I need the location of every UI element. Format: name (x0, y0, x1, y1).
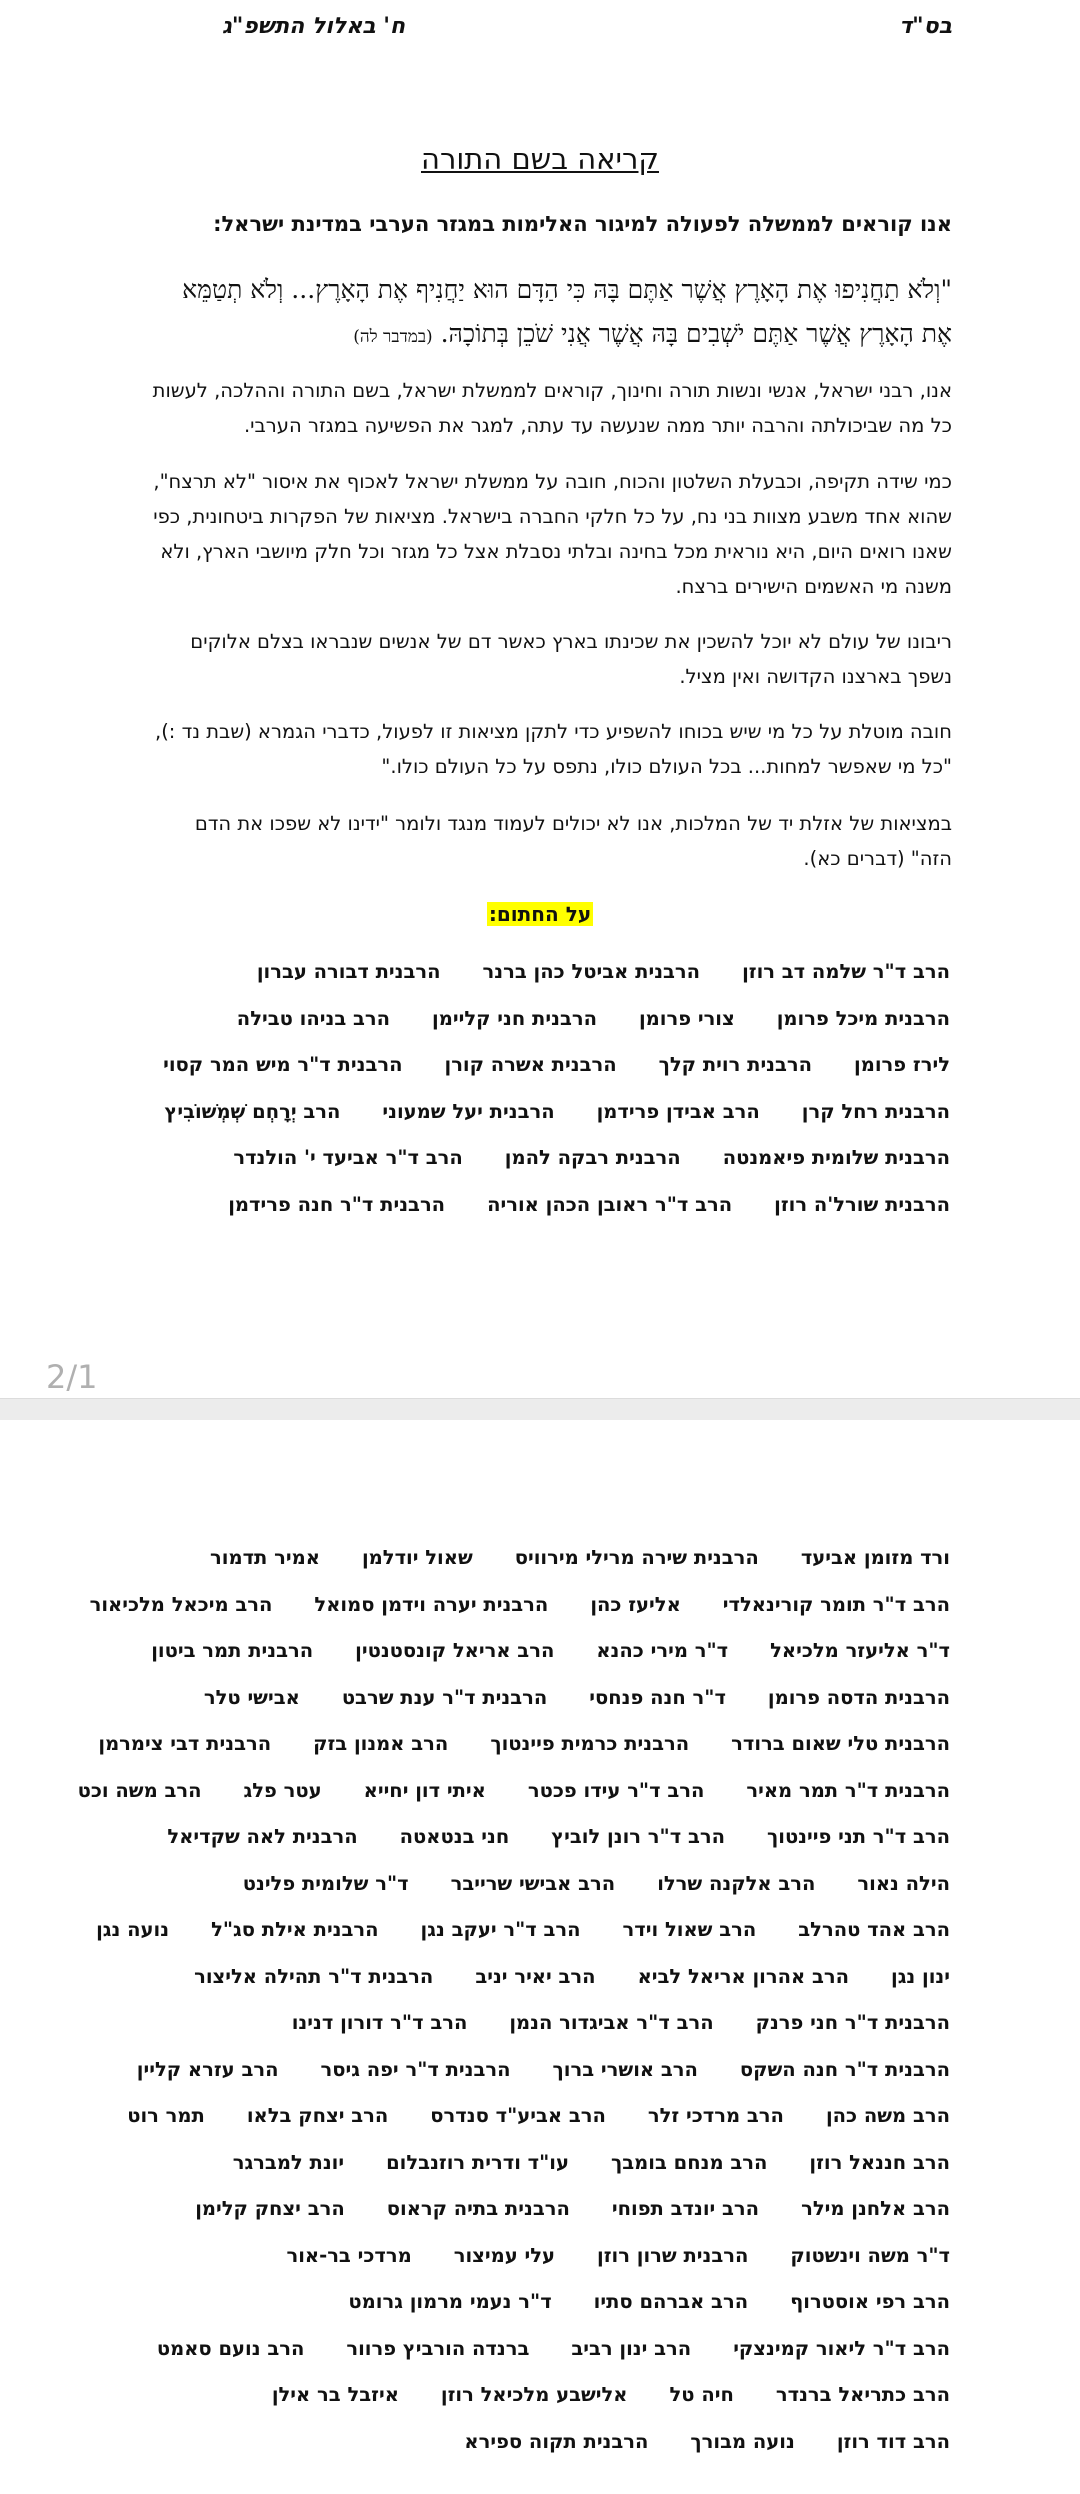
signer-name: הרב אושרי ברוך (552, 2057, 698, 2081)
signer-name: הרב ינון רביב (571, 2336, 692, 2360)
signer-name: מרדכי בר-אור (286, 2243, 412, 2267)
signer-name: הרבנית שורל'ה רוזן (774, 1192, 950, 1216)
signer-name: אבישי טלר (203, 1685, 300, 1709)
signer-name: הילה נאור (857, 1871, 950, 1895)
signer-name: הרב מיכאל מלכיאור (89, 1592, 273, 1616)
signer-name: הרב יְרָחְם שְׁמְשׁוֹבִיץ (164, 1099, 341, 1123)
signer-name: הרבנית ד"ר תמר מאיר (746, 1778, 950, 1802)
signer-name: צורי פרומן (638, 1006, 735, 1030)
signer-name: הרב ד"ר ליאור קמינצקי (733, 2336, 950, 2360)
signers-heading (0, 902, 1080, 926)
signers-row (130, 2383, 950, 2413)
signers-row (98, 1732, 950, 1762)
signer-name: איתי דון יחייא (363, 1778, 486, 1802)
signer-name: ד"ר אליעזר מלכיאל (770, 1639, 950, 1662)
signer-name: הרבנית יערה וידמן סמואל (314, 1592, 549, 1616)
signer-name: הרב ד"ר יעקב נגן (420, 1918, 581, 1941)
signer-name: חיה טל (669, 2383, 734, 2406)
signer-name: נועה מבורך (690, 2429, 795, 2453)
signers-row (130, 2197, 950, 2227)
signer-name: הרבנית רחל קרן (801, 1099, 950, 1123)
signer-name: הרב משה וכט (77, 1778, 202, 1802)
signer-name: הרבנית כרמית פיינטוך (490, 1732, 690, 1755)
signer-name: הרב אביע"ד סנדרס (430, 2104, 606, 2127)
signer-name: ד"ר נעמי מרמון גרומט (348, 2290, 552, 2313)
signers-row (130, 1546, 950, 1576)
signer-name: אליעז כהן (590, 1592, 681, 1616)
signer-name: הרב אבישי שרייבר (450, 1871, 616, 1895)
signer-name: הרב אריאל קונסטנטין (355, 1639, 555, 1662)
signer-name: הרב מרדכי זלר (647, 2104, 784, 2127)
signer-name: הרבנית מיכל פרומן (776, 1006, 950, 1030)
signer-name: הרב יצחק בלאו (246, 2104, 389, 2127)
signer-name: הרב מנחם בומבך (611, 2150, 768, 2174)
signer-name: הרב ד"ר תני פיינטוך (766, 1825, 950, 1848)
signer-name: הרבנית דבורה עברון (256, 960, 441, 983)
signers-row (130, 2430, 950, 2460)
bsd-header: בס"ד (899, 14, 952, 39)
signer-name: הרבנית בתיה קראוס (386, 2197, 570, 2220)
signer-name: הרב ד"ר תומר קורינאלדי (722, 1592, 950, 1616)
signer-name: איזבל בר אילן (271, 2383, 399, 2406)
signer-name: עו"ד ודרית רוזנבלום (386, 2150, 569, 2174)
signer-name: עטר פלג (243, 1778, 322, 1802)
paragraph: כמי שידה תקיפה, וכבעלת השלטון והכוח, חובה על ממשלת ישראל לאכוף את איסור "לא תרצח", שהוא אחד משבע מצוות בני נח, על כל חלקי החברה בישראל. מציאות של הפקרות ביטחונית, כפי שאנו רואים היום, היא נוראית מכל בחינה ובלתי נסבלת אצל כל מגזר וכל חלק מיושבי הארץ, ולא משנה מי האשמים הישירים ברצח. (153, 470, 952, 598)
signers-heading-text: על החתום: (488, 902, 592, 926)
paragraph: במציאות של אזלת יד של המלכות, אנו לא יכולים לעמוד מנגד ולומר "ידינו לא שפכו את הדם הזה" (דברים כא). (194, 812, 952, 870)
signer-name: אלישבע מלכיאל רוזן (440, 2383, 628, 2406)
signers-row (130, 1686, 950, 1716)
signer-name: תמר רוט (127, 2104, 205, 2127)
signer-name: הרבנית אביטל כהן ברנר (482, 960, 701, 983)
signer-name: הרב עזרא קליין (136, 2057, 279, 2081)
signer-name: לירז פרומן (854, 1053, 950, 1076)
document-subtitle: אנו קוראים לממשלה לפעולה למיגור האלימות במגזר הערבי במדינת ישראל: (213, 212, 952, 236)
signers-row (130, 2244, 950, 2274)
signer-name: הרבנית ד"ר חני פרנק (755, 2011, 950, 2034)
signers-row (130, 2337, 950, 2367)
signers-row (130, 2058, 950, 2088)
signer-name: הרב ד"ר ראובן הכהן אוריה (487, 1192, 733, 1216)
signer-name: הרבנית ד"ר יפה גיסר (320, 2057, 511, 2081)
signers-row (130, 1825, 950, 1855)
signers-row (130, 2011, 950, 2041)
signer-name: ד"ר חנה פנחסי (589, 1685, 726, 1709)
verse-text: "וְלֹא תַחֲנִיפוּ אֶת הָאָרֶץ אֲשֶׁר אַתֶּם בָּהּ כִּי הַדָּם הוּא יַחֲנִיף אֶת הָאָרֶץ... וְלֹא תְטַמֵּא אֶת הָאָרֶץ אֲשֶׁר אַתֶּם יֹשְׁבִים בָּהּ אֲשֶׁר אֲנִי שֹׁכֵן בְּתוֹכָהּ. (182, 275, 952, 348)
signer-name: הרב אברהם סתיו (593, 2290, 749, 2313)
verse-quote (150, 268, 952, 359)
signer-name: הרב יונדב תפוחי (611, 2197, 760, 2220)
signer-name: הרבנית דבי צימרמן (98, 1732, 272, 1755)
signer-name: חני בנטאטה (399, 1825, 510, 1848)
signer-name: הרב ד"ר אביגדור הנמן (509, 2011, 714, 2034)
document-title: קריאה בשם התורה (421, 142, 659, 176)
signers-row (89, 1592, 950, 1623)
signer-name: הרבנית אשרה קורן (444, 1053, 617, 1076)
signer-name: הרב ד"ר אביעד י' הולנדר (233, 1146, 463, 1169)
page-number: 2/1 (46, 1358, 98, 1396)
signer-name: הרב יצחק קלימן (195, 2197, 345, 2220)
date-header: ח' באלול התשפ"ג (222, 14, 406, 39)
signer-name: הרב ד"ר רונן לוביץ (551, 1825, 725, 1848)
signer-name: הרבנית תמר ביטון (151, 1639, 314, 1662)
signer-name: הרבנית תקוה ספירא (464, 2429, 649, 2453)
signer-name: שאול יודלמן (361, 1546, 473, 1569)
signer-name: יונת למברגר (232, 2150, 345, 2174)
signer-name: הרבנית אילת סג"ל (211, 1918, 379, 1941)
signer-name: הרב בניהו טבילה (236, 1006, 391, 1030)
signer-name: הרב חננאל רוזן (809, 2150, 950, 2174)
signer-name: הרב אלחנן מילר (801, 2197, 950, 2220)
signer-name: הרבנית ד"ר ענת שרבט (341, 1685, 548, 1709)
signer-name: הרבנית לאה שקדיאל (167, 1825, 358, 1848)
signers-row (130, 1965, 950, 1995)
signers-row (130, 1639, 950, 1669)
page-separator (0, 1398, 1080, 1421)
signer-name: הרבנית חני קליימן (432, 1006, 597, 1030)
signer-name: הרב שאול וידר (622, 1918, 757, 1941)
signer-name: הרב דוד רוזן (836, 2429, 950, 2453)
signer-name: הרב אלקנה שרלו (657, 1871, 816, 1895)
signer-name: הרב רפי אוסטרוף (790, 2290, 950, 2313)
paragraph: אנו, רבני ישראל, אנשי ונשות תורה וחינוך, קוראים לממשלת ישראל, בשם התורה וההלכה, לעשות כל מה שביכולתה והרבה יותר ממה שנעשה עד עתה, למגר את הפשיעה במגזר הערבי. (152, 379, 952, 437)
signer-name: הרבנית ד"ר חנה השקס (739, 2057, 950, 2081)
signer-name: הרב אהד טהרלב (798, 1918, 950, 1941)
signers-row (130, 1007, 950, 1037)
signer-name: הרב נועם סאמט (156, 2336, 305, 2360)
signer-name: הרבנית יעל שמעוני (382, 1099, 555, 1123)
signer-name: ורד מזומן אביעד (800, 1546, 950, 1569)
signer-name: הרבנית ד"ר חנה פרידמן (228, 1192, 446, 1216)
signer-name: הרב משה כהן (825, 2104, 950, 2127)
document-page-2 (0, 1420, 1080, 2494)
signer-name: הרבנית רבקה להמן (504, 1146, 681, 1169)
signers-row (127, 2104, 950, 2134)
signer-name: ברנדה הורביץ פרוור (346, 2336, 530, 2360)
signer-name: הרבנית ד"ר מיש המר קסוי (163, 1053, 403, 1076)
signer-name: הרבנית שירה מרילי מירוויס (514, 1546, 759, 1569)
signer-name: הרב ד"ר דורון דנינו (291, 2011, 468, 2034)
signer-name: אמיר תדמור (210, 1546, 320, 1569)
signer-name: הרבנית שרון רוזן (597, 2243, 749, 2267)
signers-row (130, 960, 950, 990)
signers-row (130, 2151, 950, 2181)
signer-name: הרב ד"ר שלמה דב רוזן (742, 960, 950, 983)
signer-name: הרבנית הדסה פרומן (767, 1685, 950, 1709)
signer-name: עלי עמיצור (453, 2243, 556, 2267)
signer-name: ד"ר שלומית פלינט (242, 1871, 409, 1895)
paragraph: ריבונו של עולם לא יוכל להשכין את שכינתו בארץ כאשר דם של אנשים שנבראו בצלם אלוקים נשפך בארצנו הקדושה ואין מציל. (190, 630, 952, 688)
verse-source: (במדבר לה) (353, 327, 433, 347)
signers-row (130, 1053, 950, 1083)
signers-row (130, 1100, 950, 1130)
paragraph: חובה מוטלת על כל מי שיש בכוחו להשפיע כדי לתקן מציאות זו לפעול, כדברי הגמרא (שבת נד :), "כל מי שאפשר למחות... בכל העולם כולו, נתפס על כל העולם כולו." (155, 720, 952, 778)
signer-name: הרב אהרון אריאל לביא (637, 1964, 849, 1988)
signers-row (130, 2290, 950, 2320)
signer-name: נועה נגן (96, 1918, 170, 1941)
signer-name: ינון נגן (891, 1964, 950, 1988)
signer-name: ד"ר משה וינשטוק (790, 2243, 950, 2267)
signer-name: הרב כתריאל ברנדר (775, 2383, 950, 2406)
signer-name: הרב יאיר יניב (475, 1964, 596, 1988)
signer-name: הרב ד"ר עידו פכטר (527, 1778, 705, 1802)
signer-name: הרבנית ד"ר תהילה אליצור (194, 1964, 434, 1988)
signers-row (130, 1872, 950, 1902)
signers-row (130, 1146, 950, 1176)
signers-row (77, 1778, 950, 1809)
signer-name: הרב אמנון בזק (313, 1732, 449, 1755)
signer-name: הרבנית רוית קלך (658, 1053, 813, 1076)
signer-name: ד"ר מירי כהנא (596, 1639, 729, 1662)
signer-name: הרבנית שלומית פיאמנטה (722, 1146, 950, 1169)
signer-name: הרב אבידן פרידמן (596, 1099, 760, 1123)
signer-name: הרבנית טלי שאום ברודר (731, 1732, 950, 1755)
signers-row (96, 1918, 950, 1948)
signers-row (130, 1193, 950, 1223)
